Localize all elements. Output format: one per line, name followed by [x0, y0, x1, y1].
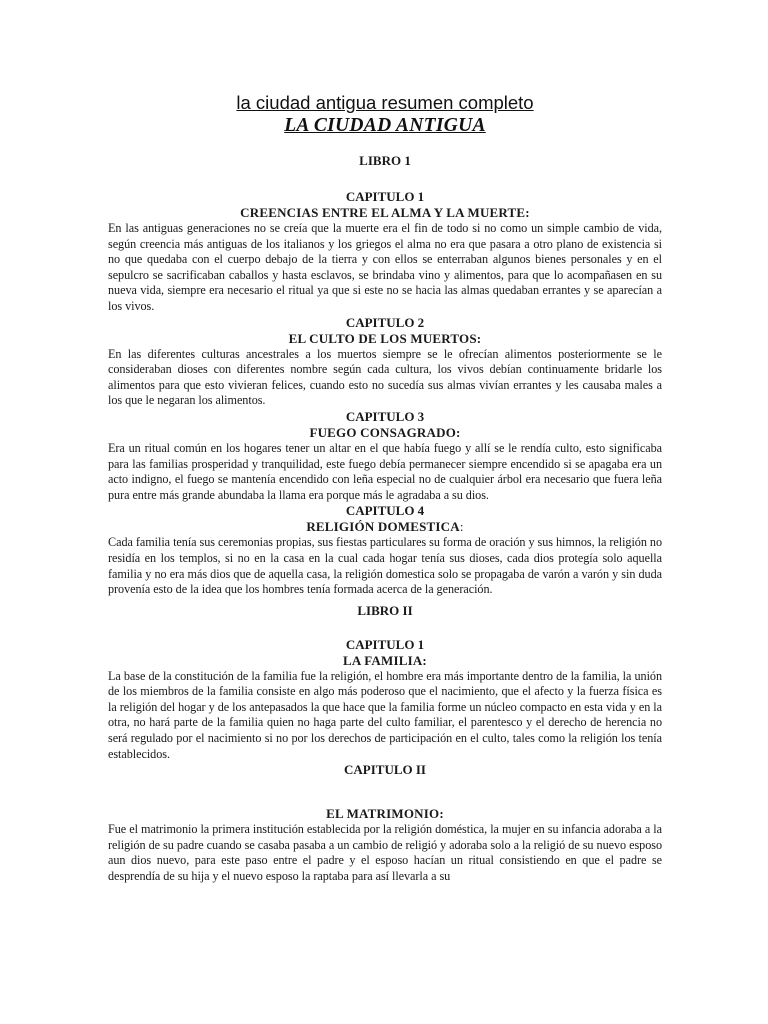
chapter-paragraph: Cada familia tenía sus ceremonias propias, sus fiestas particulares su forma de oración y sus himnos, la religión no residía en los templos, si no en la casa en la cual cada hogar tenía sus dioses, cada dios protegía solo aquella familia y no era más dios que de aquella casa, la religión domestica solo se propagaba de varón a varón y sin duda provenía esto de la idea que los hombres tenía formada acerca de la generación. [108, 535, 662, 597]
chapter-label: CAPITULO 1 [345, 636, 425, 652]
chapter-title: EL MATRIMONIO: [326, 806, 444, 822]
chapter-label: CAPITULO 2 [345, 314, 425, 330]
chapter-label: CAPITULO 1 [345, 189, 425, 204]
chapter-paragraph: La base de la constitución de la familia fue la religión, el hombre era más importante dentro de la familia, la unión de los miembros de la familia consiste en algo más poderoso que el nacimiento, que el afecto y la fuerza física es la religión del hogar y de los antepasados la que hace que la familia forme un núcleo compacto en esta vida y en la otra, no hará parte de la familia quien no haga parte del culto familiar, el parentesco y el derecho de herencia no será regulado por el nacimiento si no por los derechos de participación en el culto, tales como la religión los tenía establecidos. [108, 668, 662, 761]
chapter-label: CAPITULO II [344, 762, 426, 778]
chapter-title-colon: : [459, 519, 464, 535]
section-cap3-fuego [108, 409, 662, 503]
chapter-paragraph: En las diferentes culturas ancestrales a los muertos siempre se le ofrecían alimentos posteriormente se le consideraban dioses con diferentes nombre según cada cultura, los vivos debían continuamente bridarle los alimentos para que esto vivieran felices, cuando esto no sucedía sus almas vivían errantes y les causaba males a los que le negaran los alimentos. [108, 346, 662, 408]
chapter-label: CAPITULO 3 [345, 408, 425, 424]
chapter-title: LA FAMILIA: [343, 652, 427, 668]
chapter-title: FUEGO CONSAGRADO: [309, 424, 461, 440]
chapter-paragraph: Fue el matrimonio la primera institución establecida por la religión doméstica, la mujer en su infancia adoraba a la religión de su padre cuando se casaba pasaba a un cambio de religió y adoraba solo a la religió de su nuevo esposo aun dios nuevo, para este paso entre el padre y el esposo hacían un ritual consistiendo en que el padre se desprendía de su hija y el nuevo esposo la raptaba para así llevarla a su [108, 822, 662, 884]
blank-space [108, 778, 662, 806]
libro-2-heading: LIBRO II [357, 602, 413, 618]
chapter-title [108, 519, 662, 535]
section-cap1-creencias [108, 189, 662, 315]
document-heading: la ciudad antigua resumen completo [236, 92, 534, 113]
main-title: LA CIUDAD ANTIGUA [284, 115, 486, 136]
section-cap4-religion [108, 503, 662, 597]
section-libro2-cap2-matrimonio [108, 762, 662, 884]
section-libro2-cap1-familia [108, 637, 662, 763]
section-cap2-culto [108, 315, 662, 409]
chapter-title: EL CULTO DE LOS MUERTOS: [288, 330, 482, 346]
chapter-paragraph: Era un ritual común en los hogares tener un altar en el que había fuego y allí se le rendía culto, esto significaba para las familias prosperidad y tranquilidad, este fuego debía permanecer siempre encendido si se apagaba era un acto indigno, el fuego se mantenía encendido con leña especial no de cualquier árbol era necesario que fuera leña pura entre más grande abundaba la llama era porque más le agradaba a su dios. [108, 440, 662, 502]
chapter-title-text: RELIGIÓN DOMESTICA [306, 519, 460, 535]
chapter-title: CREENCIAS ENTRE EL ALMA Y LA MUERTE: [240, 205, 530, 220]
chapter-paragraph: En las antiguas generaciones no se creía que la muerte era el fin de todo si no como un simple cambio de vida, según creencia más antiguas de los italianos y los griegos el alma no era que pasara a otro plano de existencia si no que quedaba con el cuerpo debajo de la tierra y con ellos se enterraban algunos bienes personales y en el sepulcro se sacrificaban caballos y hasta esclavos, se brindaba vino y alimentos, para que lo acompañasen en su nueva vida, siempre era necesario el ritual ya que si este no se hacia las almas quedaban errantes y se aparecían a los vivos. [108, 221, 662, 313]
chapter-label: CAPITULO 4 [345, 503, 425, 519]
libro-1-heading: LIBRO 1 [359, 153, 411, 168]
